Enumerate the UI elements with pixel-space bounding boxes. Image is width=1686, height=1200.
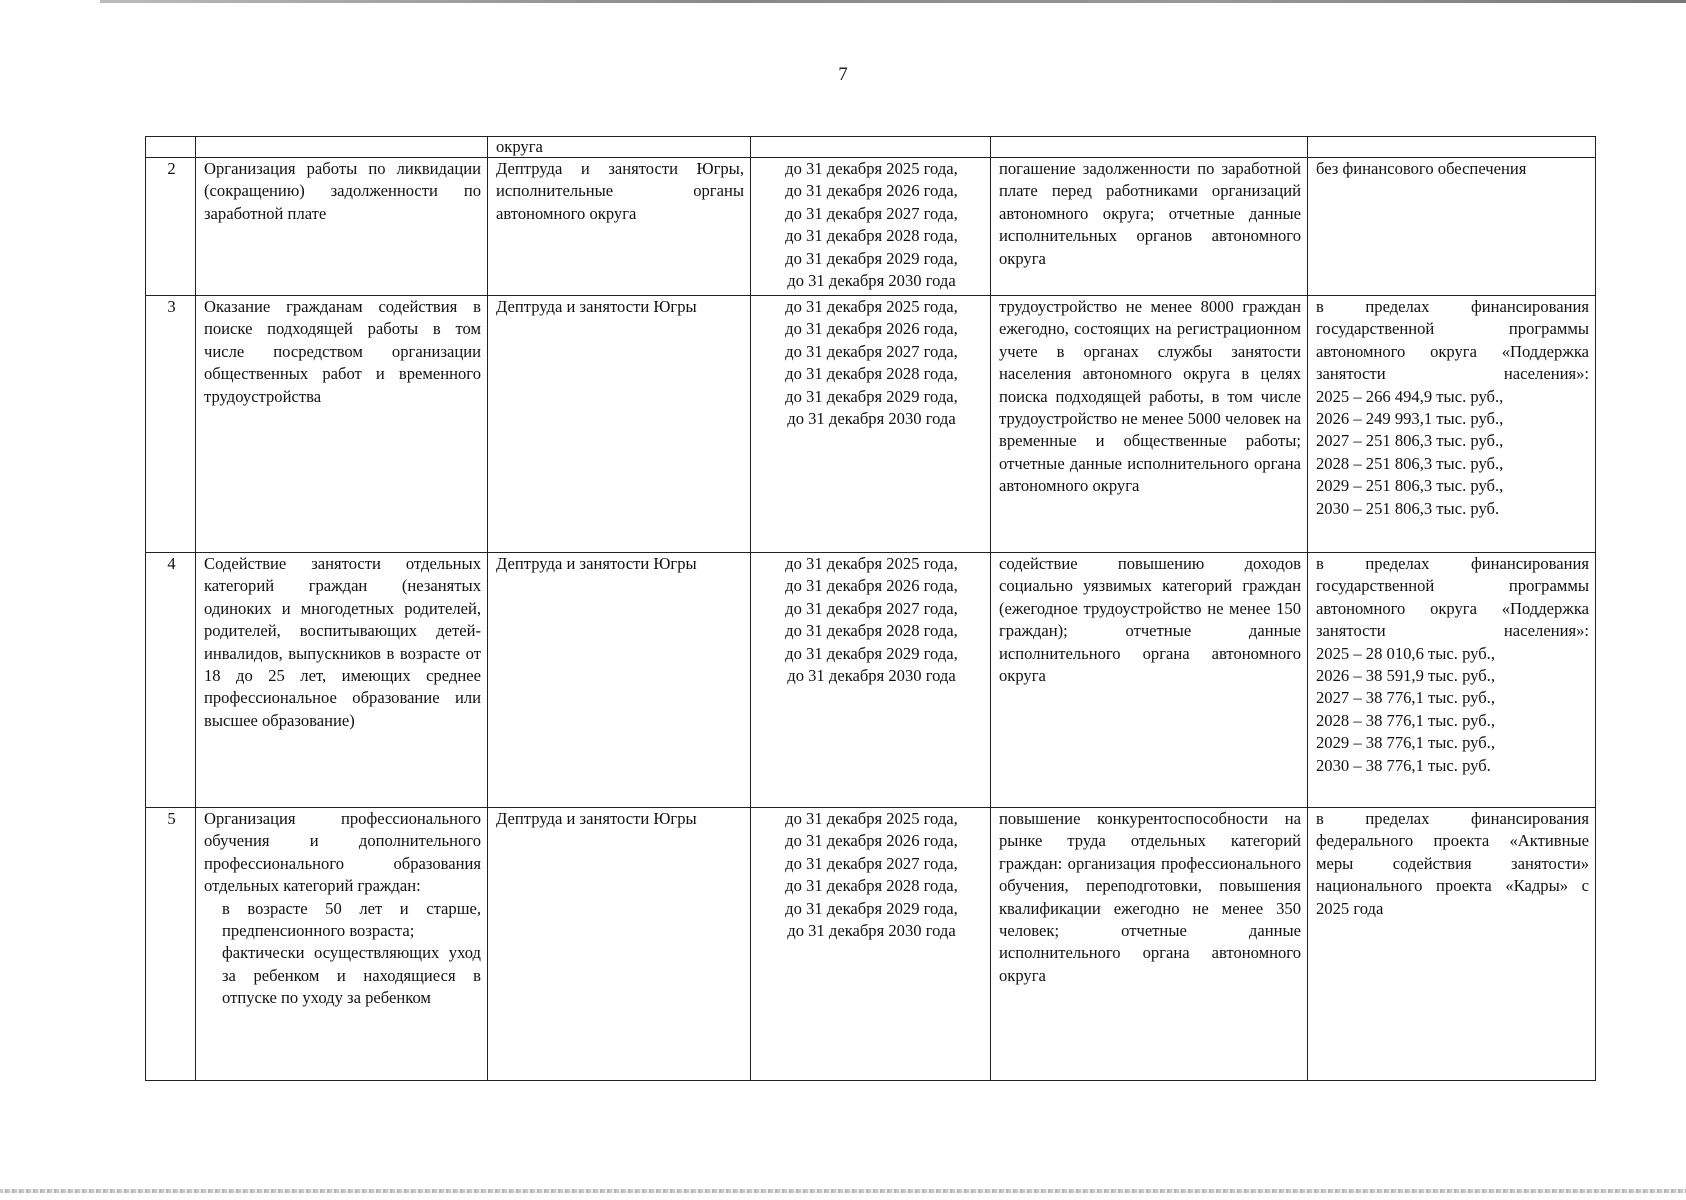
row-number: 5 [146,808,196,1081]
financing-line: 2029 – 38 776,1 тыс. руб., [1316,733,1495,753]
financing-line: в пределах финансирования государственной программы автономного округа «Поддержка занятости населения»: [1316,297,1589,384]
deadline-item: до 31 декабря 2030 года [787,409,956,429]
executor-text: Дептруда и занятости Югры [488,553,751,808]
deadline-item: до 31 декабря 2028 года, [785,226,958,246]
table-row [146,808,1596,1081]
deadline-list [751,296,991,553]
measures-table [145,136,1596,1081]
financing-line: без финансового обеспечения [1316,159,1527,178]
deadline-item: до 31 декабря 2025 года, [785,159,958,178]
cell-financing [1308,137,1596,158]
deadline-item: до 31 декабря 2027 года, [785,203,958,223]
deadline-item: до 31 декабря 2026 года, [785,319,958,339]
deadline-item: до 31 декабря 2028 года, [785,876,958,896]
action-text: Оказание гражданам содействия в поиске подходящей работы в том числе посредством организации общественных работ и временного трудоустройства [196,296,488,553]
action-text [196,808,488,1081]
table-row-carry-over [146,137,1596,158]
deadline-item: до 31 декабря 2028 года, [785,621,958,641]
table-row [146,553,1596,808]
table-row [146,296,1596,553]
result-text: погашение задолженности по заработной плате перед работниками организаций автономного округа; отчетные данные исполнительных органов автономного округа [991,158,1308,296]
action-line: фактически осуществляющих уход за ребенком и находящиеся в отпуске по уходу за ребенком [222,943,481,1008]
deadline-item: до 31 декабря 2028 года, [785,364,958,384]
scan-edge-bottom [0,1189,1686,1193]
financing-line: 2030 – 38 776,1 тыс. руб. [1316,755,1491,775]
action-text: Содействие занятости отдельных категорий граждан (незанятых одиноких и многодетных родителей, родителей, воспитывающих детей-инвалидов, выпускников в возрасте от 18 до 25 лет, имеющих среднее профессиональное образование или высшее образование) [196,553,488,808]
deadline-item: до 31 декабря 2029 года, [785,643,958,663]
deadline-item: до 31 декабря 2030 года [787,921,956,941]
financing-line: 2025 – 28 010,6 тыс. руб., [1316,643,1495,663]
deadline-list [751,553,991,808]
result-text: содействие повышению доходов социально уязвимых категорий граждан (ежегодное трудоустройство не менее 150 граждан); отчетные данные исполнительного органа автономного округа [991,553,1308,808]
cell-action [196,137,488,158]
deadline-item: до 31 декабря 2029 года, [785,898,958,918]
financing-line: 2029 – 251 806,3 тыс. руб., [1316,476,1504,496]
row-number: 2 [146,158,196,296]
result-text: трудоустройство не менее 8000 граждан ежегодно, состоящих на регистрационном учете в органах службы занятости населения автономного округа в целях поиска подходящей работы, в том числе трудоустройство не менее 5000 человек на временные и общественные работы; отчетные данные исполнительного органа автономного округа [991,296,1308,553]
row-number: 3 [146,296,196,553]
table-row [146,158,1596,296]
financing-line: 2027 – 251 806,3 тыс. руб., [1316,431,1504,451]
page-number: 7 [838,64,848,85]
row-number: 4 [146,553,196,808]
deadline-item: до 31 декабря 2026 года, [785,831,958,851]
result-text: повышение конкурентоспособности на рынке труда отдельных категорий граждан: организация профессионального обучения, переподготовки, повышения квалификации ежегодно не менее 350 человек; отчетные данные исполнительного органа автономного округа [991,808,1308,1081]
deadline-list [751,158,991,296]
deadline-item: до 31 декабря 2025 года, [785,554,958,573]
financing-line: 2030 – 251 806,3 тыс. руб. [1316,498,1500,518]
deadline-item: до 31 декабря 2027 года, [785,853,958,873]
financing-line: 2025 – 266 494,9 тыс. руб., [1316,386,1504,406]
action-text: Организация работы по ликвидации (сокращению) задолженности по заработной плате [196,158,488,296]
deadline-item: до 31 декабря 2030 года [787,666,956,686]
deadline-item: до 31 декабря 2027 года, [785,598,958,618]
financing-text [1308,808,1596,1081]
financing-line: 2028 – 251 806,3 тыс. руб., [1316,453,1504,473]
financing-line: 2026 – 38 591,9 тыс. руб., [1316,666,1495,686]
action-line: в возрасте 50 лет и старше, предпенсионного возраста; [222,898,481,941]
deadline-item: до 31 декабря 2026 года, [785,576,958,596]
financing-line: в пределах финансирования федерального проекта «Активные меры содействия занятости» национального проекта «Кадры» с 2025 года [1316,809,1589,918]
financing-line: 2027 – 38 776,1 тыс. руб., [1316,688,1495,708]
deadline-item: до 31 декабря 2029 года, [785,248,958,268]
financing-text [1308,158,1596,296]
financing-line: в пределах финансирования государственной программы автономного округа «Поддержка занятости населения»: [1316,554,1589,641]
scan-edge-top [100,0,1686,3]
executor-text: Дептруда и занятости Югры [488,808,751,1081]
deadline-item: до 31 декабря 2030 года [787,271,956,291]
deadline-item: до 31 декабря 2025 года, [785,809,958,828]
financing-text [1308,296,1596,553]
executor-text: Дептруда и занятости Югры [488,296,751,553]
executor-text: Дептруда и занятости Югры, исполнительные органы автономного округа [488,158,751,296]
financing-line: 2026 – 249 993,1 тыс. руб., [1316,409,1504,429]
cell-result [991,137,1308,158]
financing-text [1308,553,1596,808]
action-line: Организация профессионального обучения и дополнительного профессионального образования отдельных категорий граждан: [204,809,481,896]
deadline-item: до 31 декабря 2025 года, [785,297,958,316]
deadline-item: до 31 декабря 2029 года, [785,386,958,406]
deadline-list [751,808,991,1081]
deadline-item: до 31 декабря 2027 года, [785,341,958,361]
cell-executor: округа [488,137,751,158]
cell-deadline [751,137,991,158]
deadline-item: до 31 декабря 2026 года, [785,181,958,201]
financing-line: 2028 – 38 776,1 тыс. руб., [1316,710,1495,730]
cell-num [146,137,196,158]
